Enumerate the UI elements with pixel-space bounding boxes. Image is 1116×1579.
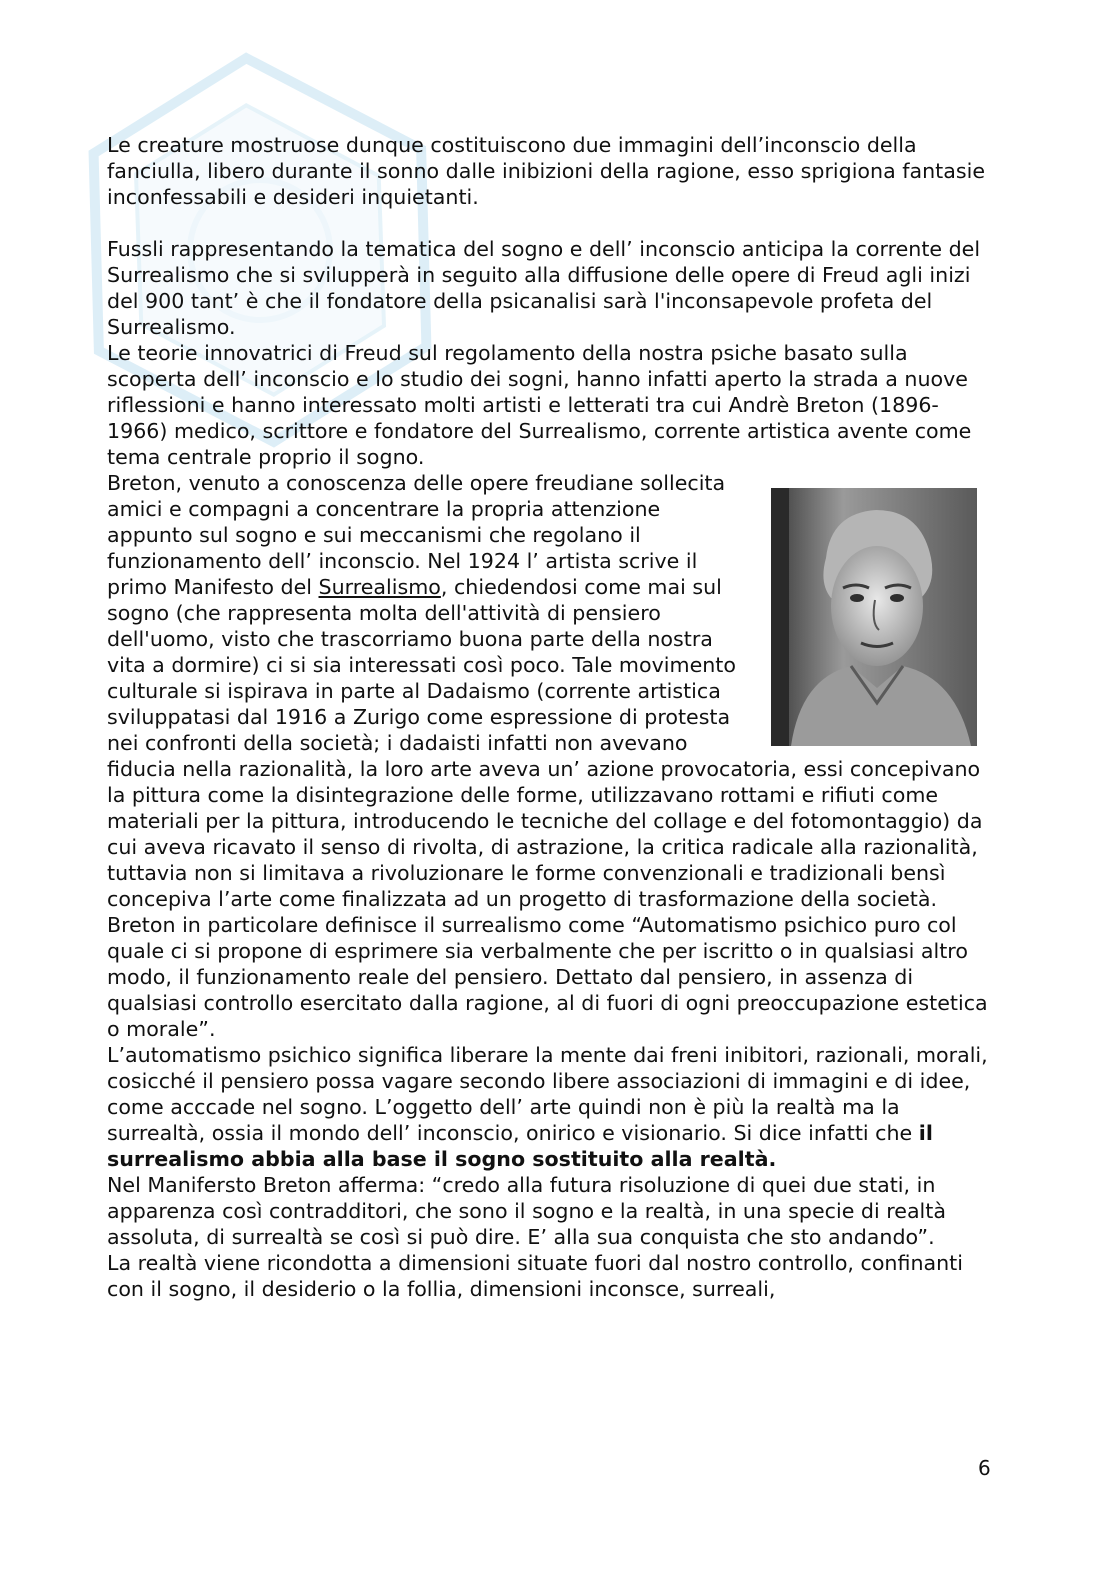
main-text [107, 132, 997, 1302]
breton-portrait-photo [771, 488, 977, 746]
paragraph-6-bold: il surrealismo abbia alla base il sogno sostituito alla realtà. [107, 1121, 933, 1171]
paragraph-gap [107, 210, 997, 236]
paragraph-8: La realtà viene ricondotta a dimensioni situate fuori dal nostro controllo, confinanti con il sogno, il desiderio o la follia, dimensioni inconsce, surreali, [107, 1251, 963, 1301]
page-number: 6 [978, 1456, 991, 1480]
surrealismo-link[interactable]: Surrealismo [318, 575, 441, 599]
paragraph-6-start: L’automatismo psichico significa liberare la mente dai freni inibitori, razionali, morali, cosicché il pensiero possa vagare secondo libere associazioni di immagini e di idee, come acccade nel sogno. L’oggetto dell’ arte quindi non è più la realtà ma la surrealtà, ossia il mondo dell’ inconscio, onirico e visionario. Si dice infatti che [107, 1043, 988, 1145]
paragraph-3: Le teorie innovatrici di Freud sul regolamento della nostra psiche basato sulla scoperta dell’ inconscio e lo studio dei sogni, hanno infatti aperto la strada a nuove riflessioni e hanno interessato molti artisti e letterati tra cui Andrè Breton (1896-1966) medico, scrittore e fondatore del Surrealismo, corrente artistica avente come tema centrale proprio il sogno. [107, 341, 972, 469]
paragraph-1: Le creature mostruose dunque costituiscono due immagini dell’inconscio della fanciulla, libero durante il sonno dalle inibizioni della ragione, esso sprigiona fantasie inconfessabili e desideri inquietanti. [107, 133, 985, 209]
paragraph-6 [107, 1042, 997, 1172]
paragraph-7: Nel Manifersto Breton afferma: “credo alla futura risoluzione di quei due stati, in apparenza così contradditori, che sono il sogno e la realtà, in una specie di realtà assoluta, di surrealtà se così si può dire. E’ alla sua conquista che sto andando”. [107, 1173, 946, 1249]
paragraph-2: Fussli rappresentando la tematica del sogno e dell’ inconscio anticipa la corrente del Surrealismo che si svilupperà in seguito alla diffusione delle opere di Freud agli inizi del 900 tant’ è che il fondatore della psicanalisi sarà l'inconsapevole profeta del Surrealismo. [107, 237, 981, 339]
paragraph-4-end: , chiedendosi come mai sul sogno (che rappresenta molta dell'attività di pensiero dell'uomo, visto che trascorriamo buona parte della nostra vita a dormire) ci si sia interessati così poco. Tale movimento culturale si ispirava in parte al Dadaismo (corrente artistica sviluppatasi dal 1916 a Zurigo come espressione di protesta nei confronti della società; i dadaisti infatti non avevano fiducia nella razionalità, la loro arte aveva un’ azione provocatoria, essi concepivano la pittura come la disintegrazione delle forme, utilizzavano rottami e rifiuti come materiali per la pittura, introducendo le tecniche del collage e del fotomontaggio) da cui aveva ricavato il senso di rivolta, di astrazione, la critica radicale alla razionalità, tuttavia non si limitava a rivoluzionare le forme convenzionali e tradizionali bensì concepiva l’arte come finalizzata ad un progetto di trasformazione della società. [107, 575, 983, 911]
paragraph-5: Breton in particolare definisce il surrealismo come “Automatismo psichico puro col quale ci si propone di esprimere sia verbalmente che per iscritto o in qualsiasi altro modo, il funzionamento reale del pensiero. Dettato dal pensiero, in assenza di qualsiasi controllo esercitato dalla ragione, al di fuori di ogni preoccupazione estetica o morale”. [107, 913, 988, 1041]
paragraph-4-start: Breton, venuto a conoscenza delle opere freudiane sollecita amici e compagni a concentrare la propria attenzione appunto sul sogno e sui meccanismi che regolano il funzionamento dell’ inconscio. Nel 1924 l’ artista scrive il primo Manifesto del [107, 471, 726, 599]
